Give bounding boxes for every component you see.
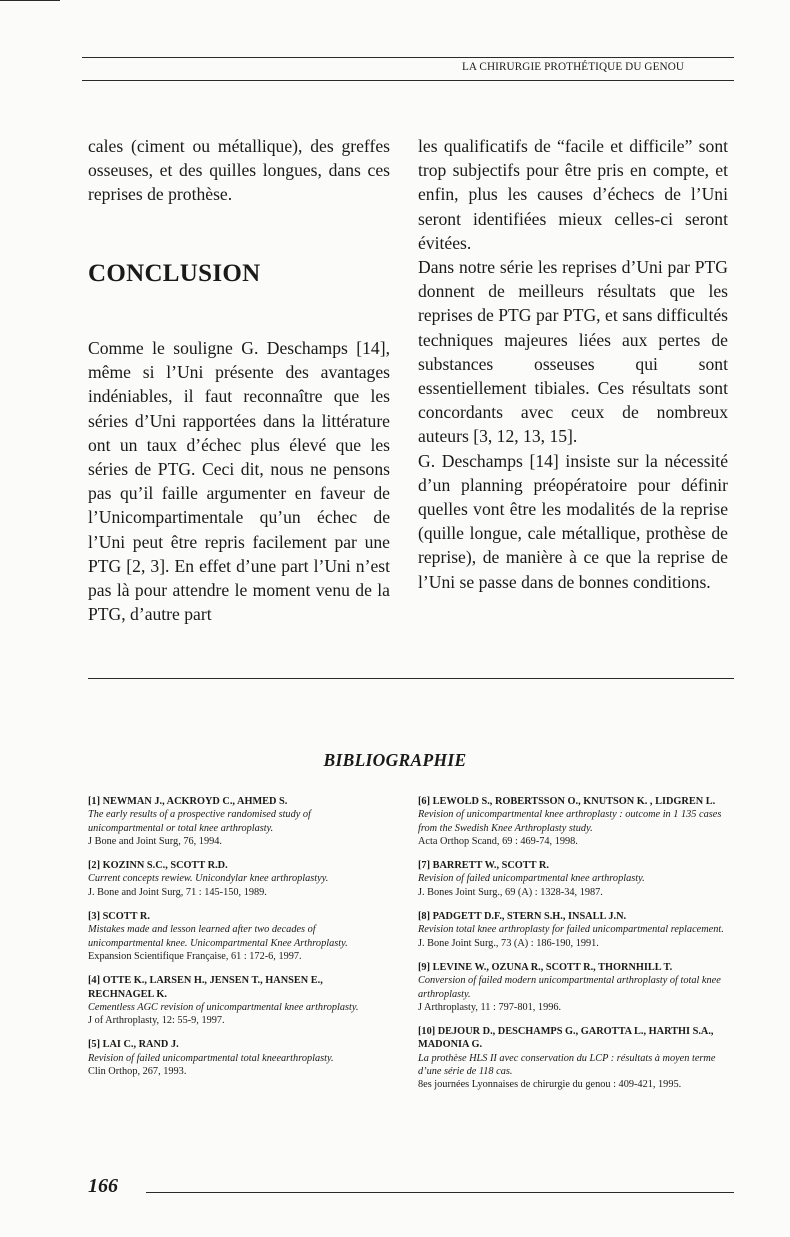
reference-5 <box>88 1038 384 1078</box>
reference-title: Revision of failed unicompartmental total kneearthroplasty. <box>88 1052 334 1064</box>
header-rule-top <box>0 0 60 1</box>
reference-authors: [4] OTTE K., LARSEN H., JENSEN T., HANSEN E., RECHNAGEL K. <box>88 975 323 1000</box>
reference-title: The early results of a prospective randomised study of unicompartmental or total knee arthroplasty. <box>88 809 311 834</box>
header-rule <box>82 57 734 58</box>
reference-title: Cementless AGC revision of unicompartmental knee arthroplasty. <box>88 1001 359 1013</box>
right-paragraph-1: les qualificatifs de “facile et difficile” sont trop subjectifs pour être pris en compte, et enfin, plus les causes d’échecs de l’Uni seront identifiées mieux celles-ci seront évitées. <box>418 136 728 253</box>
right-text-column <box>418 134 728 594</box>
reference-authors: [6] LEWOLD S., ROBERTSSON O., KNUTSON K. , LIDGREN L. <box>418 796 716 807</box>
reference-title: Revision of unicompartmental knee arthroplasty : outcome in 1 135 cases from the Swedish Knee Arthroplasty study. <box>418 809 722 834</box>
reference-10 <box>418 1025 734 1091</box>
header-rule-lower <box>82 80 734 81</box>
reference-authors: [3] SCOTT R. <box>88 911 150 923</box>
reference-authors: [8] PADGETT D.F., STERN S.H., INSALL J.N. <box>418 911 627 923</box>
reference-source: J Bone and Joint Surg, 76, 1994. <box>88 835 222 847</box>
bibliography-heading: BIBLIOGRAPHIE <box>323 750 467 770</box>
reference-2 <box>88 859 384 899</box>
footer-rule <box>146 1192 734 1193</box>
bibliography-right-column <box>418 795 734 1103</box>
left-conclusion-column <box>88 336 390 626</box>
reference-title: La prothèse HLS II avec conservation du LCP : résultats à moyen terme d’une série de 118 cas. <box>418 1052 716 1078</box>
reference-title: Mistakes made and lesson learned after two decades of unicompartmental knee. Unicompartmental Knee Arthroplasty. <box>88 924 348 949</box>
reference-7 <box>418 859 734 899</box>
reference-source: Expansion Scientifique Française, 61 : 172-6, 1997. <box>88 950 302 962</box>
reference-source: J Arthroplasty, 11 : 797-801, 1996. <box>418 1001 562 1013</box>
right-paragraph-2: Dans notre série les reprises d’Uni par PTG donnent de meilleurs résultats que les reprises de PTG par PTG, et sans difficultés techniques majeures liées aux pertes de substances osseuses qui sont essentiellement tibiales. Ces résultats sont concordants avec ceux de nombreux auteurs [3, 12, 13, 15]. <box>418 257 728 447</box>
page-number: 166 <box>88 1175 118 1197</box>
reference-source: Acta Orthop Scand, 69 : 469-74, 1998. <box>418 835 578 847</box>
reference-3 <box>88 910 384 963</box>
reference-authors: [10] DEJOUR D., DESCHAMPS G., GAROTTA L., HARTHI S.A., MADONIA G. <box>418 1026 714 1051</box>
section-divider <box>88 678 734 679</box>
reference-authors: [1] NEWMAN J., ACKROYD C., AHMED S. <box>88 796 288 807</box>
left-intro-column <box>88 134 390 207</box>
reference-authors: [9] LEVINE W., OZUNA R., SCOTT R., THORNHILL T. <box>418 961 673 973</box>
reference-9 <box>418 961 734 1014</box>
reference-1 <box>88 795 384 848</box>
reference-authors: [5] LAI C., RAND J. <box>88 1039 179 1051</box>
reference-source: J of Arthroplasty, 12: 55-9, 1997. <box>88 1015 225 1027</box>
reference-authors: [2] KOZINN S.C., SCOTT R.D. <box>88 860 228 872</box>
reference-title: Revision of failed unicompartmental knee arthroplasty. <box>418 873 645 885</box>
reference-source: J. Bones Joint Surg., 69 (A) : 1328-34, 1987. <box>418 886 603 898</box>
reference-source: J. Bone and Joint Surg, 71 : 145-150, 1989. <box>88 886 267 898</box>
left-intro-paragraph: cales (ciment ou métallique), des greffes osseuses, et des quilles longues, dans ces reprises de prothèse. <box>88 136 390 205</box>
reference-source: J. Bone Joint Surg., 73 (A) : 186-190, 1991. <box>418 937 599 949</box>
reference-title: Current concepts rewiew. Unicondylar knee arthroplastyy. <box>88 873 329 885</box>
reference-6 <box>418 795 734 848</box>
conclusion-paragraph: Comme le souligne G. Deschamps [14], même si l’Uni présente des avantages indéniables, il faut reconnaître que les séries d’Uni rapportées dans la littérature ont un taux d’échec plus élevé que les séries de PTG. Ceci dit, nous ne pensons pas qu’il faille argumenter en faveur de l’Unicompartimentale qu’un échec de l’Uni peut être repris facilement par une PTG [2, 3]. En effet d’une part l’Uni n’est pas là pour attendre le moment venu de la PTG, d’autre part <box>88 338 390 625</box>
reference-authors: [7] BARRETT W., SCOTT R. <box>418 860 549 872</box>
bibliography-left-column <box>88 795 384 1089</box>
reference-title: Revision total knee arthroplasty for failed unicompartmental replacement. <box>418 924 724 936</box>
reference-source: 8es journées Lyonnaises de chirurgie du genou : 409-421, 1995. <box>418 1079 682 1091</box>
reference-8 <box>418 910 734 950</box>
conclusion-heading: CONCLUSION <box>88 260 261 287</box>
right-paragraph-3: G. Deschamps [14] insiste sur la nécessité d’un planning préopératoire pour définir quelles vont être les modalités de la reprise (quille longue, cale métallique, prothèse de reprise), de manière à ce que la reprise de l’Uni se passe dans de bonnes conditions. <box>418 450 728 592</box>
running-header: LA CHIRURGIE PROTHÉTIQUE DU GENOU <box>462 61 685 73</box>
reference-title: Conversion of failed modern unicompartmental arthroplasty of total knee arthroplasty. <box>418 975 721 1000</box>
reference-4 <box>88 974 384 1027</box>
reference-source: Clin Orthop, 267, 1993. <box>88 1066 187 1078</box>
